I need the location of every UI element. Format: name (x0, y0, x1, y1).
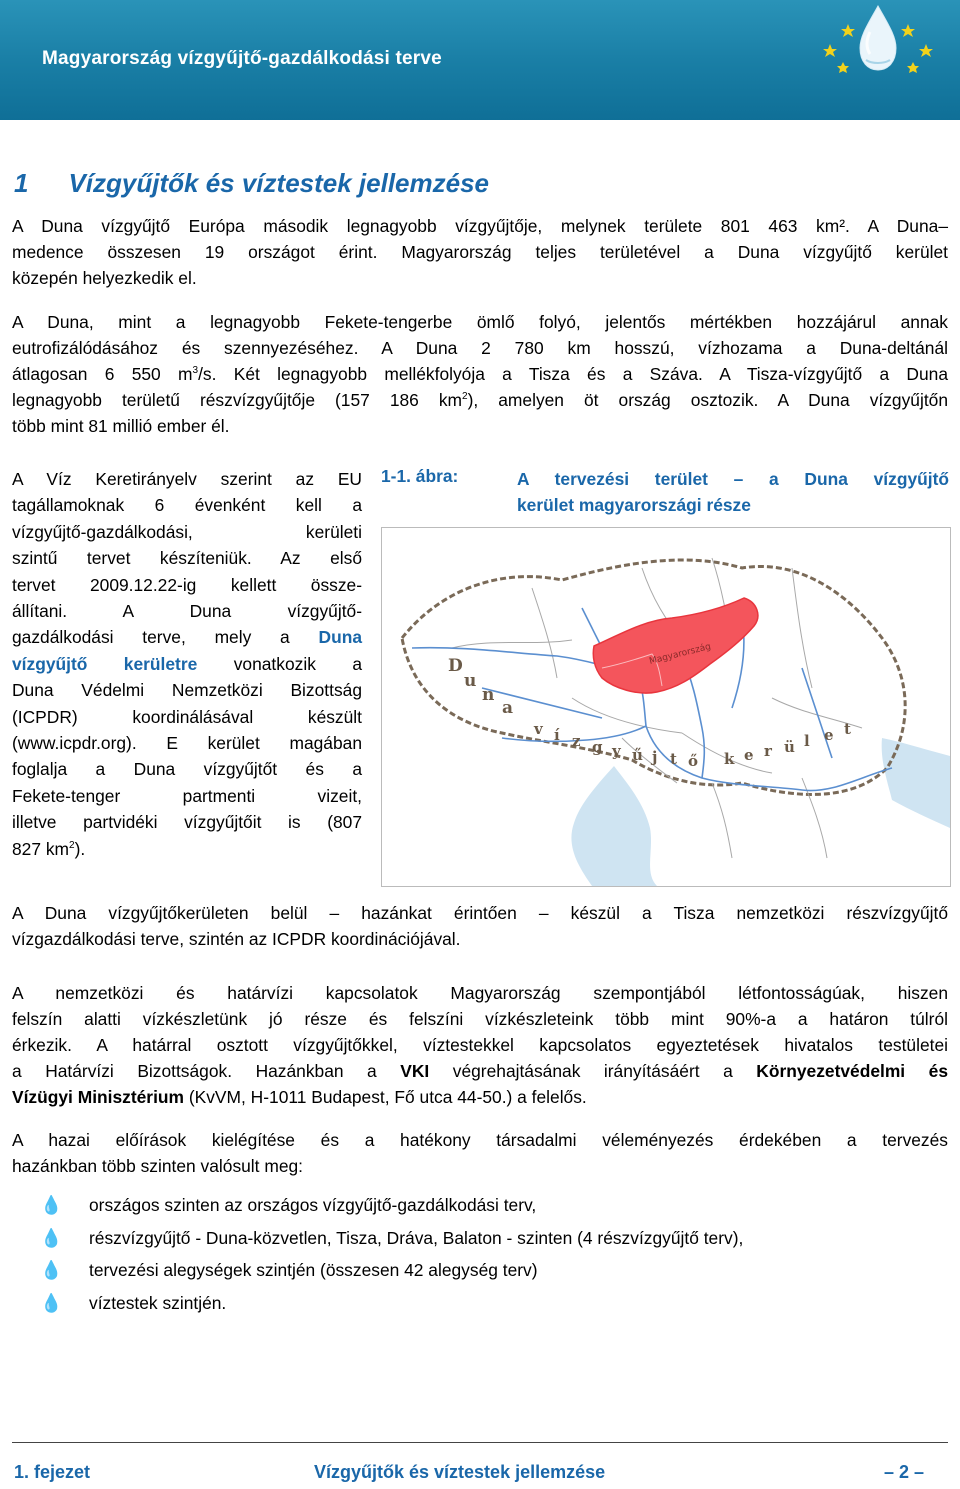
text-line: 827 $km^2$). (12, 838, 86, 859)
planning-levels-list (12, 1192, 948, 1322)
figure-caption (517, 466, 949, 518)
text-line: Fekete-tenger partmenti vizeit, (12, 785, 362, 806)
footer-rule (12, 1442, 948, 1443)
text-line: vízgyűjtő kerületre vonatkozik a (12, 653, 362, 674)
paragraph-international (12, 980, 948, 1110)
map-letter: a (502, 698, 514, 718)
text-line: A Duna, mint a legnagyobb Fekete-tengerbe ömlő folyó, jelentős mértékben hozzájárul annak (12, 312, 948, 332)
map-letter: r (764, 742, 772, 760)
text-line: A Duna vízgyűjtő Európa második legnagyobb vízgyűjtője, melynek területe 801 463 km². A Duna– (12, 216, 948, 236)
text-line: A Duna vízgyűjtőkerületen belül – hazánkat érintően – készül a Tisza nemzetközi részvízgyűjtő (12, 903, 948, 923)
drop-bullet-icon: 💧 (40, 1260, 63, 1280)
paragraph-planning (12, 1127, 948, 1179)
paragraph-danube (12, 309, 948, 439)
text-line: (www.icpdr.org). E kerület magában (12, 733, 362, 754)
map-letter: e (824, 726, 834, 744)
text-line: A Víz Keretirányelv szerint az EU (12, 469, 362, 489)
text-line: átlagosan 6 550 $m^3/s$. Két legnagyobb mellékfolyója a Tisza és a Száva. A Tisza-vízgyűjtő a Duna (12, 364, 948, 384)
list-item (12, 1225, 948, 1258)
map-letter: l (804, 732, 810, 750)
text-line: A hazai előírások kielégítése és a hatékony társadalmi véleményezés érdekében a tervezés (12, 1130, 948, 1150)
danube-district-link-text: vízgyűjtő kerületre (12, 653, 198, 674)
text-line: hazánkban több szinten valósult meg: (12, 1156, 303, 1176)
text-line: eutrofizálódásához és szennyezéséhez. A Duna 2 780 km hosszú, vízhozama a Duna-deltánál (12, 338, 948, 358)
text-line: több mint 81 millió ember él. (12, 416, 230, 436)
danube-district-link-text: Duna (318, 627, 362, 648)
text-line: tervet 2009.12.22-ig kellett össze- (12, 574, 362, 595)
chapter-number: 1 (14, 168, 29, 198)
map-letter: z (572, 732, 581, 750)
text-line: A nemzetközi és határvízi kapcsolatok Magyarország szempontjából létfontosságúak, hiszen (12, 983, 948, 1003)
drop-bullet-icon: 💧 (40, 1227, 63, 1248)
list-item-text: tervezési alegységek szintjén (összesen 42 alegység terv) (89, 1260, 538, 1280)
map-letter: D (448, 656, 463, 676)
text-line: Duna Védelmi Nemzetközi Bizottság (12, 680, 362, 701)
map-letter: u (464, 671, 477, 691)
footer-chapter: 1. fejezet (14, 1462, 91, 1482)
map-letter: ü (784, 738, 795, 756)
map-letter: ű (632, 746, 643, 764)
map-country-label: Magyarország (648, 641, 713, 667)
map-letter: ő (688, 752, 699, 770)
list-item (12, 1290, 948, 1323)
text-line: legnagyobb területű részvízgyűjtője (157 186 $km^2$), amelyen öt ország osztozik. A Duna vízgyűjtőn (12, 390, 948, 410)
map-letter: e (744, 746, 754, 764)
text-line: a Határvízi Bizottságok. Hazánkban a VKI végrehajtásának irányításáért a Környezetvédelmi és (12, 1061, 948, 1081)
paragraph-tisza (12, 900, 948, 952)
chapter-title (14, 168, 489, 199)
text-line: gazdálkodási terve, mely a Duna (12, 627, 362, 648)
text-line: közepén helyezkedik el. (12, 268, 197, 288)
map-letter: v (534, 720, 543, 738)
eu-water-drop-logo-icon (808, 2, 948, 74)
map-letter: í (554, 726, 560, 744)
text-line: (ICPDR) koordinálásával készült (12, 706, 362, 727)
header-bar (0, 0, 960, 120)
map-letter: t (670, 750, 677, 768)
text-line: medence összesen 19 országot érint. Magyarország teljes területével a Duna vízgyűjtő kerület (12, 242, 948, 262)
list-item-text: víztestek szintjén. (89, 1292, 227, 1313)
text-line: állítani. A Duna vízgyűjtő- (12, 601, 362, 622)
footer-page-number: – 2 – (884, 1462, 925, 1482)
text-line: érkezik. A határral osztott vízgyűjtőkkel, víztestekkel kapcsolatos egyeztetések hivatalos testületei (12, 1035, 948, 1055)
text-line: foglalja a Duna vízgyűjtőt és a (12, 759, 362, 780)
drop-bullet-icon: 💧 (40, 1292, 63, 1313)
map-letter: g (592, 738, 603, 756)
paragraph-intro (12, 213, 948, 291)
caption-line: kerület magyarországi része (517, 495, 751, 515)
list-item (12, 1192, 948, 1225)
footer-title: Vízgyűjtők és víztestek jellemzése (314, 1462, 606, 1482)
figure-label: 1-1. ábra: (381, 466, 459, 486)
danube-basin-map (381, 527, 951, 887)
map-svg (382, 528, 950, 886)
list-item (12, 1257, 948, 1290)
map-letter: k (724, 750, 735, 768)
map-letter: n (482, 685, 495, 705)
chapter-title-text: Vízgyűjtők és víztestek jellemzése (68, 168, 490, 198)
caption-line: A tervezési terület – a Duna vízgyűjtő (517, 469, 949, 489)
left-column-text (12, 466, 362, 862)
header-title: Magyarország vízgyűjtő-gazdálkodási terve (42, 48, 442, 69)
text-line: illetve partvidéki vízgyűjtőit is (807 (12, 812, 362, 833)
map-letter: j (652, 748, 658, 766)
drop-bullet-icon: 💧 (40, 1195, 63, 1215)
list-item-text: országos szinten az országos vízgyűjtő-gazdálkodási terv, (89, 1195, 537, 1215)
text-line: tagállamoknak 6 évenként kell a (12, 495, 362, 516)
text-line: szintű tervet készíteniük. Az első (12, 548, 362, 569)
list-item-text: részvízgyűjtő - Duna-közvetlen, Tisza, Dráva, Balaton - szinten (4 részvízgyűjtő terv), (89, 1227, 744, 1248)
text-line: vízgazdálkodási terve, szintén az ICPDR koordinációjával. (12, 929, 461, 949)
map-letter: t (844, 720, 851, 738)
map-letter: y (612, 742, 621, 760)
text-line: felszín alatti vízkészletünk jó része és felszíni vízkészleteink több mint 90%-a a határon túlról (12, 1009, 948, 1029)
text-line: Vízügyi Minisztérium (KvVM, H-1011 Budapest, Fő utca 44-50.) a felelős. (12, 1087, 587, 1107)
text-line: vízgyűjtő-gazdálkodási, kerületi (12, 521, 362, 542)
